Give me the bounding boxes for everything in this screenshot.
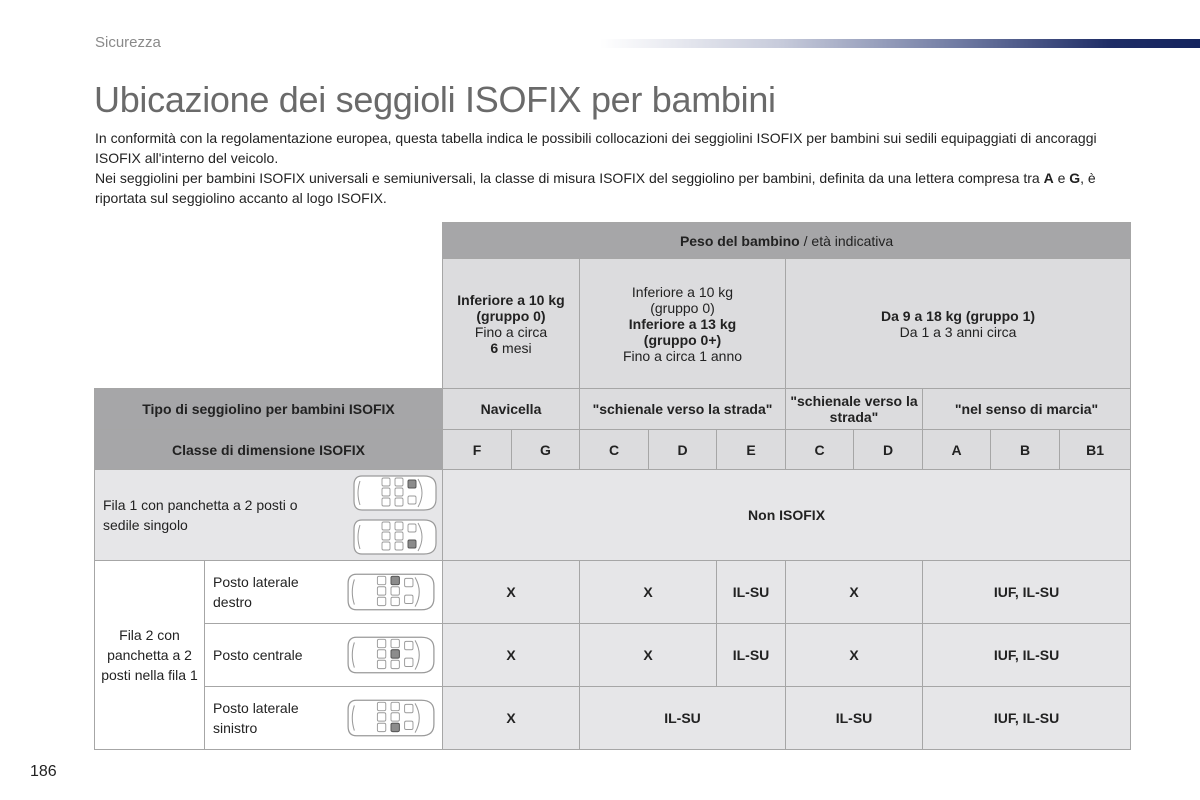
- seat-center-value: X: [786, 624, 923, 687]
- seat-center-cell: [205, 624, 443, 687]
- seat-right-value: IL-SU: [717, 561, 786, 624]
- class-cell: C: [580, 430, 649, 470]
- seat-right-value: IUF, IL-SU: [923, 561, 1131, 624]
- type-navicella: Navicella: [443, 389, 580, 430]
- class-cell: G: [512, 430, 580, 470]
- seat-center-value: IUF, IL-SU: [923, 624, 1131, 687]
- seat-right-cell: [205, 561, 443, 624]
- row2-label: Fila 2 con panchetta a 2 posti nella fila 1: [95, 561, 205, 750]
- car-seat-diagram-icon: [346, 634, 436, 676]
- class-cell: E: [717, 430, 786, 470]
- size-class-label: Classe di dimensione ISOFIX: [95, 430, 443, 470]
- seat-left-cell: [205, 687, 443, 750]
- group-0-cell: Inferiore a 10 kg (gruppo 0) Fino a circa 6 mesi: [443, 259, 580, 389]
- intro-paragraph-2: Nei seggiolini per bambini ISOFIX universali e semiuniversali, la classe di misura ISOFIX del seggiolino per bambini, definita da una lettera compresa tra A e G, è riportata sul seggiolino accanto al logo ISOFIX.: [95, 170, 1096, 206]
- seat-left-label: Posto laterale sinistro: [213, 700, 299, 736]
- seat-left-value: IL-SU: [786, 687, 923, 750]
- class-cell: B: [991, 430, 1060, 470]
- intro-paragraph-1: In conformità con la regolamentazione europea, questa tabella indica le possibili collocazioni dei seggiolini ISOFIX per bambini sui sedili equipaggiati di ancoraggi ISOFIX all'interno del veicolo.: [95, 130, 1097, 166]
- seat-left-value: IL-SU: [580, 687, 786, 750]
- class-cell: A: [923, 430, 991, 470]
- weight-header: Peso del bambino / età indicativa: [443, 223, 1131, 259]
- type-rear-facing-0plus: "schienale verso la strada": [580, 389, 786, 430]
- seat-left-value: X: [443, 687, 580, 750]
- type-rear-facing-1: "schienale verso la strada": [786, 389, 923, 430]
- seat-right-label: Posto laterale destro: [213, 574, 299, 610]
- seat-left-value: IUF, IL-SU: [923, 687, 1131, 750]
- row1-value: Non ISOFIX: [443, 470, 1131, 561]
- class-cell: C: [786, 430, 854, 470]
- class-cell: D: [649, 430, 717, 470]
- header-bar: [600, 39, 1200, 48]
- row1-label: Fila 1 con panchetta a 2 posti o sedile singolo: [103, 497, 298, 533]
- row1-diagrams: [352, 473, 442, 557]
- car-seat-diagram-icon: [352, 473, 438, 513]
- class-cell: F: [443, 430, 512, 470]
- isofix-table: [94, 222, 1131, 750]
- seat-type-label: Tipo di seggiolino per bambini ISOFIX: [95, 389, 443, 430]
- seat-center-label: Posto centrale: [213, 647, 303, 663]
- section-label: Sicurezza: [95, 34, 161, 51]
- seat-center-value: IL-SU: [717, 624, 786, 687]
- group-0plus-cell: Inferiore a 10 kg (gruppo 0) Inferiore a 13 kg (gruppo 0+) Fino a circa 1 anno: [580, 259, 786, 389]
- empty-corner-cell: [95, 223, 443, 389]
- class-cell: B1: [1060, 430, 1131, 470]
- group-1-cell: Da 9 a 18 kg (gruppo 1) Da 1 a 3 anni circa: [786, 259, 1131, 389]
- intro-text: [95, 128, 1125, 208]
- row1-label-cell: [95, 470, 443, 561]
- seat-center-value: X: [580, 624, 717, 687]
- seat-right-value: X: [580, 561, 717, 624]
- car-seat-diagram-icon: [346, 697, 436, 739]
- page-number: 186: [30, 763, 57, 780]
- car-seat-diagram-icon: [346, 571, 436, 613]
- seat-right-value: X: [443, 561, 580, 624]
- class-cell: D: [854, 430, 923, 470]
- type-forward-facing: "nel senso di marcia": [923, 389, 1131, 430]
- seat-center-value: X: [443, 624, 580, 687]
- seat-right-value: X: [786, 561, 923, 624]
- car-seat-diagram-icon: [352, 517, 438, 557]
- page-title: Ubicazione dei seggioli ISOFIX per bambini: [94, 79, 776, 120]
